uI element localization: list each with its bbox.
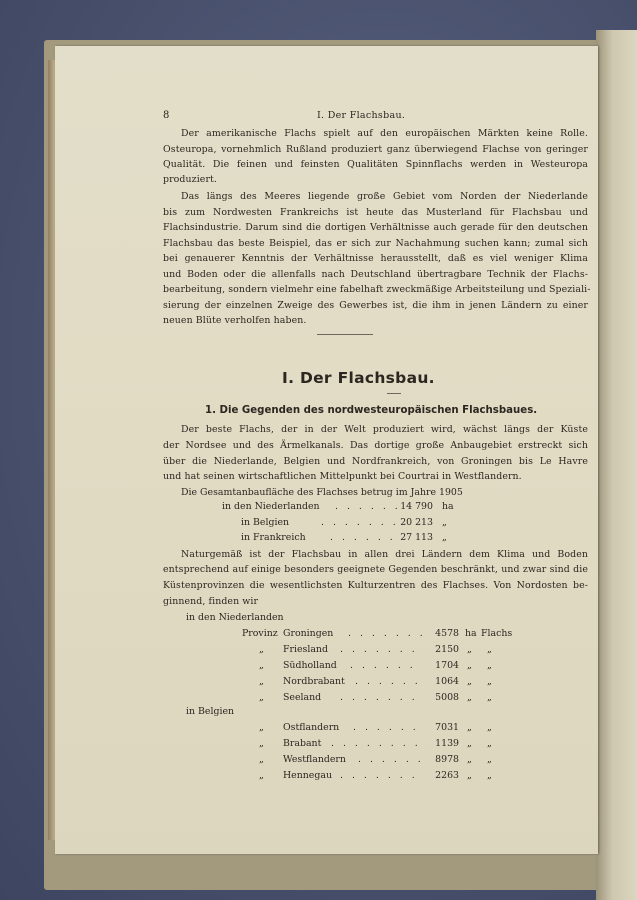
section-p2-line: ginnend, finden wir — [163, 596, 259, 607]
row-unit2: „ — [487, 722, 492, 733]
total-unit: „ — [442, 517, 447, 528]
total-unit: „ — [442, 532, 447, 543]
row-unit: „ — [467, 676, 472, 687]
province-name: Hennegau — [283, 770, 332, 781]
section-p2-line: entsprechend auf einige besonders geeignete Gegenden beschränkt, und zwar sind die — [163, 564, 588, 575]
row-dots: . . . . . . — [350, 660, 416, 671]
row-prefix: „ — [259, 770, 264, 781]
province-name: Seeland — [283, 692, 322, 703]
total-dots: . . . . . . — [330, 532, 396, 543]
total-dots: . . . . . . . — [321, 517, 399, 528]
total-dots: . . . . . . — [335, 501, 401, 512]
page-number: 8 — [163, 110, 170, 121]
row-value: 1704 — [435, 660, 459, 671]
row-unit2: „ — [487, 692, 492, 703]
section-p1-line: der Nordsee und des Ärmelkanals. Das dortige große Anbaugebiet erstreckt sich — [163, 440, 588, 451]
row-value: 4578 — [435, 628, 459, 639]
row-unit: ha — [465, 628, 477, 639]
section-title: 1. Die Gegenden des nordwesteuropäischen Flachsbaues. — [205, 405, 538, 416]
row-unit2: „ — [487, 676, 492, 687]
row-prefix: „ — [259, 660, 264, 671]
intro-p2-line: Flachsbau das beste Beispiel, das er sich zur Nachahmung suchen kann; zumal sich — [163, 238, 588, 249]
separator-rule — [317, 334, 373, 335]
row-value: 2263 — [435, 770, 459, 781]
row-value: 1139 — [435, 738, 459, 749]
row-value: 1064 — [435, 676, 459, 687]
running-title: I. Der Flachsbau. — [317, 110, 406, 121]
row-dots: . . . . . . — [358, 754, 424, 765]
row-unit2: „ — [487, 738, 492, 749]
intro-p2-line: sierung der einzelnen Zweige des Gewerbes ist, die ihm in jenen Ländern zu einer — [163, 300, 588, 311]
intro-p1-line: Qualität. Die feinen und feinsten Qualitäten Spinnflachs werden in Westeuropa — [163, 159, 588, 170]
province-name: Friesland — [283, 644, 328, 655]
row-unit: „ — [467, 660, 472, 671]
row-value: 7031 — [435, 722, 459, 733]
row-unit: „ — [467, 770, 472, 781]
intro-p2-line: bei genauerer Kenntnis der Verhältnisse herausstellt, daß es viel weniger Klima — [163, 253, 588, 264]
intro-p2-line: neuen Blüte verholfen haben. — [163, 315, 307, 326]
total-unit: ha — [442, 501, 454, 512]
section-p1-line: über die Niederlande, Belgien und Nordfrankreich, von Groningen bis Le Havre — [163, 456, 588, 467]
row-prefix: „ — [259, 754, 264, 765]
row-dots: . . . . . . . — [340, 644, 418, 655]
row-unit2: „ — [487, 644, 492, 655]
intro-p2-line: Das längs des Meeres liegende große Gebiet vom Norden der Niederlande — [181, 191, 588, 202]
chapter-title: I. Der Flachsbau. — [282, 369, 435, 387]
row-value: 2150 — [435, 644, 459, 655]
section-p2-line: Küstenprovinzen die wesentlichsten Kulturzentren des Flachses. Von Nordosten be- — [163, 580, 588, 591]
total-label: in Frankreich — [241, 532, 306, 543]
row-unit: „ — [467, 692, 472, 703]
section-p1-line: und hat seinen wirtschaftlichen Mittelpunkt bei Courtrai in Westflandern. — [163, 471, 522, 482]
province-name: Nordbrabant — [283, 676, 345, 687]
intro-p2-line: Flachsindustrie. Darum sind die dortigen Verhältnisse auch gerade für den deutschen — [163, 222, 588, 233]
row-unit2: „ — [487, 660, 492, 671]
row-prefix: Provinz — [242, 628, 278, 639]
title-underline — [387, 393, 401, 394]
province-name: Brabant — [283, 738, 322, 749]
row-unit: „ — [467, 722, 472, 733]
row-prefix: „ — [259, 738, 264, 749]
row-dots: . . . . . . — [355, 676, 421, 687]
row-unit2: „ — [487, 754, 492, 765]
row-dots: . . . . . . . — [340, 770, 418, 781]
row-dots: . . . . . . . — [340, 692, 418, 703]
province-name: Südholland — [283, 660, 337, 671]
total-intro: Die Gesamtanbaufläche des Flachses betrug im Jahre 1905 — [181, 487, 463, 498]
intro-p1-line: produziert. — [163, 174, 217, 185]
province-name: Ostflandern — [283, 722, 340, 733]
row-value: 5008 — [435, 692, 459, 703]
row-unit: „ — [467, 644, 472, 655]
row-prefix: „ — [259, 676, 264, 687]
total-value: 20 213 — [400, 517, 433, 528]
row-value: 8978 — [435, 754, 459, 765]
row-unit2: „ — [487, 770, 492, 781]
intro-p1-line: Der amerikanische Flachs spielt auf den europäischen Märkten keine Rolle. — [181, 128, 588, 139]
book-page — [55, 46, 598, 854]
total-label: in Belgien — [241, 517, 290, 528]
intro-p2-line: und Boden oder die allenfalls nach Deutschland übertragbare Technik der Flachs- — [163, 269, 588, 280]
province-name: Groningen — [283, 628, 334, 639]
intro-p2-line: bis zum Nordwesten Frankreichs ist heute das Musterland für Flachsbau und — [163, 207, 588, 218]
row-dots: . . . . . . . . — [331, 738, 421, 749]
row-unit: „ — [467, 754, 472, 765]
row-unit2: Flachs — [481, 628, 513, 639]
row-prefix: „ — [259, 692, 264, 703]
row-prefix: „ — [259, 722, 264, 733]
country-label: in Belgien — [186, 706, 235, 717]
total-label: in den Niederlanden — [222, 501, 320, 512]
intro-p1-line: Osteuropa, vornehmlich Rußland produziert ganz überwiegend Flachse von geringer — [163, 144, 588, 155]
section-p2-line: Naturgemäß ist der Flachsbau in allen drei Ländern dem Klima und Boden — [181, 549, 588, 560]
section-p1-line: Der beste Flachs, der in der Welt produziert wird, wächst längs der Küste — [181, 424, 588, 435]
country-label: in den Niederlanden — [186, 612, 284, 623]
row-unit: „ — [467, 738, 472, 749]
facing-page-edge — [596, 30, 637, 900]
row-dots: . . . . . . — [353, 722, 419, 733]
intro-p2-line: bearbeitung, sondern vielmehr eine fabelhaft zweckmäßige Arbeitsteilung und Speziali- — [163, 284, 591, 295]
total-value: 27 113 — [400, 532, 433, 543]
province-name: Westflandern — [283, 754, 346, 765]
row-prefix: „ — [259, 644, 264, 655]
total-value: 14 790 — [400, 501, 433, 512]
row-dots: . . . . . . . — [348, 628, 426, 639]
